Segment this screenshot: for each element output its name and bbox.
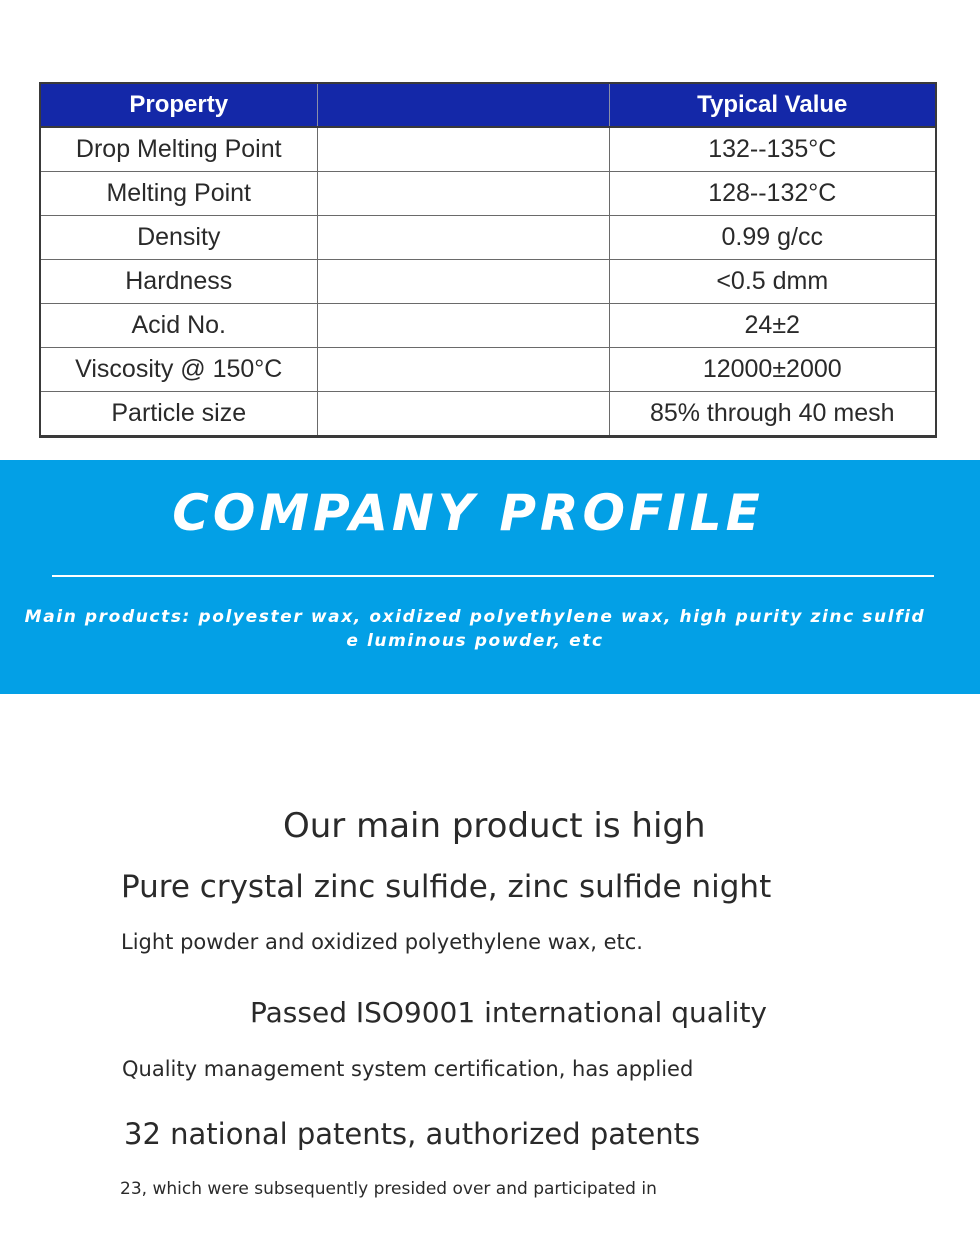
- empty-cell: [317, 392, 609, 437]
- header-typical-value: Typical Value: [609, 83, 936, 127]
- intro-line: Pure crystal zinc sulfide, zinc sulfide night: [121, 869, 772, 905]
- empty-cell: [317, 260, 609, 304]
- intro-line: Our main product is high: [283, 806, 706, 846]
- table-row: [40, 127, 936, 172]
- empty-cell: [317, 304, 609, 348]
- property-value: 132--135°C: [609, 127, 936, 172]
- empty-cell: [317, 216, 609, 260]
- property-name: Acid No.: [40, 304, 317, 348]
- property-table: [39, 82, 937, 438]
- property-name: Viscosity @ 150°C: [40, 348, 317, 392]
- intro-line: Light powder and oxidized polyethylene wax, etc.: [121, 930, 643, 954]
- table-row: [40, 260, 936, 304]
- property-value: 85% through 40 mesh: [609, 392, 936, 437]
- table-row: [40, 392, 936, 437]
- property-value: 12000±2000: [609, 348, 936, 392]
- property-name: Drop Melting Point: [40, 127, 317, 172]
- header-blank: [317, 83, 609, 127]
- intro-line: 32 national patents, authorized patents: [124, 1117, 701, 1151]
- table-row: [40, 172, 936, 216]
- property-value: 0.99 g/cc: [609, 216, 936, 260]
- table-row: [40, 216, 936, 260]
- property-value: 128--132°C: [609, 172, 936, 216]
- property-name: Density: [40, 216, 317, 260]
- empty-cell: [317, 127, 609, 172]
- header-property: Property: [40, 83, 317, 127]
- empty-cell: [317, 172, 609, 216]
- property-name: Particle size: [40, 392, 317, 437]
- main-products-text: Main products: polyester wax, oxidized polyethylene wax, high purity zinc sulfide luminous powder, etc: [24, 607, 926, 651]
- property-name: Melting Point: [40, 172, 317, 216]
- property-name: Hardness: [40, 260, 317, 304]
- property-value: <0.5 dmm: [609, 260, 936, 304]
- banner-divider: [52, 575, 934, 577]
- table-row: [40, 348, 936, 392]
- company-profile-title: COMPANY PROFILE: [172, 484, 764, 542]
- company-profile-banner: [0, 460, 980, 694]
- table-row: [40, 304, 936, 348]
- table-header-row: [40, 83, 936, 127]
- empty-cell: [317, 348, 609, 392]
- intro-line: Quality management system certification, has applied: [122, 1057, 694, 1081]
- intro-line: Passed ISO9001 international quality: [250, 996, 768, 1029]
- intro-line: 23, which were subsequently presided over and participated in: [120, 1179, 657, 1199]
- property-value: 24±2: [609, 304, 936, 348]
